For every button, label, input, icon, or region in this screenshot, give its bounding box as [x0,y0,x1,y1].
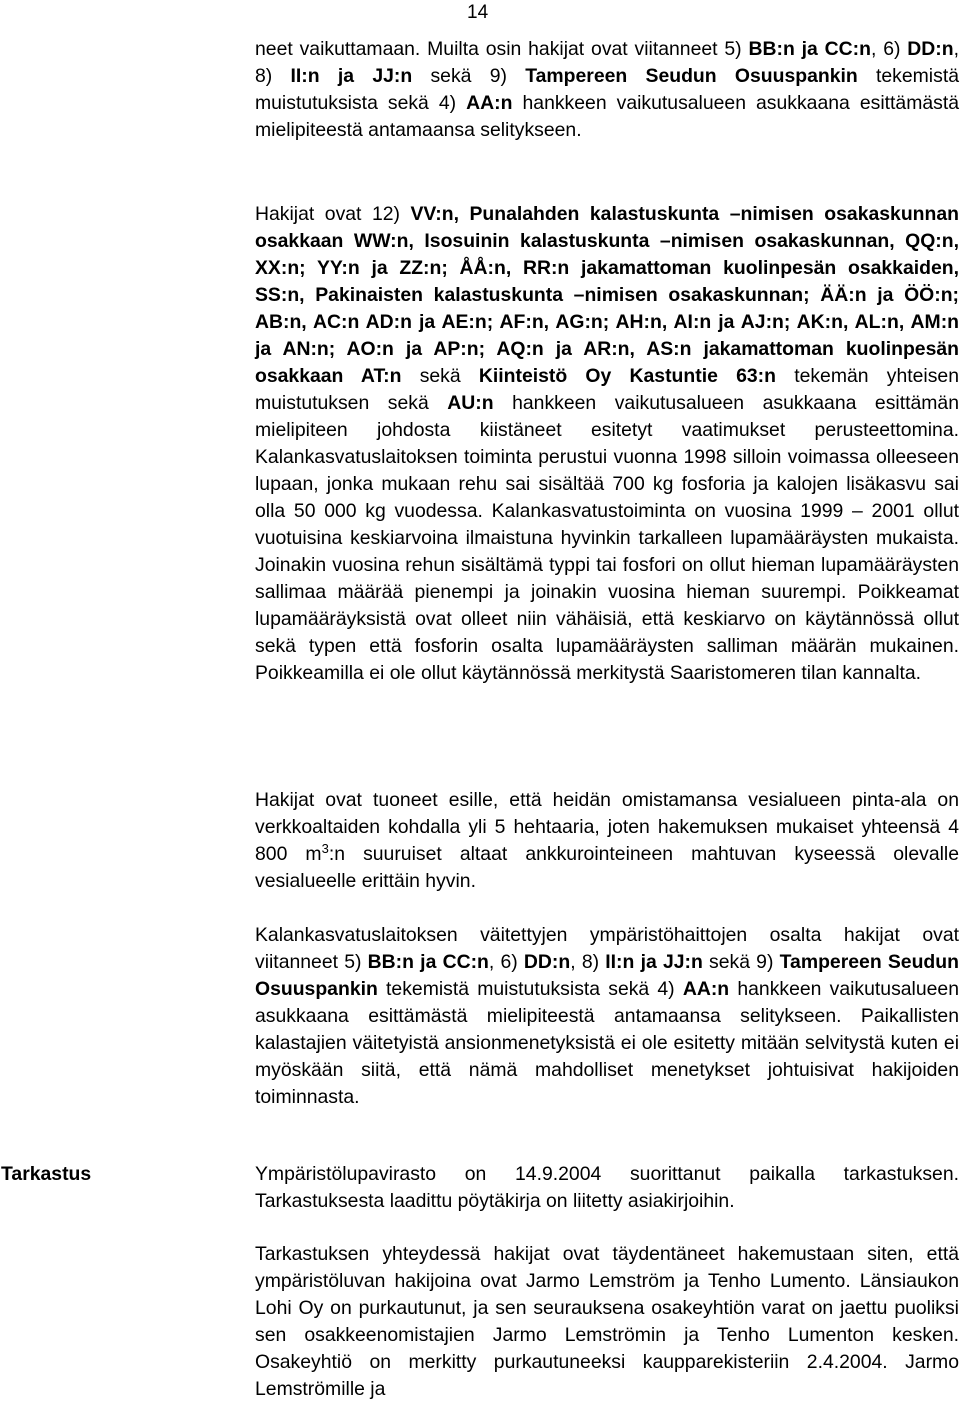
paragraph-2: Hakijat ovat 12) VV:n, Punalahden kalastuskunta –nimisen osakaskunnan osakkaan WW:n, Isosuinin kalastuskunta –nimisen osakaskunnan, QQ:n, XX:n; YY:n ja ZZ:n; ÅÅ:n, RR:n jakamattoman kuolinpesän osakkaiden, SS:n, Pakinaisten kalastuskunta –nimisen osakaskunnan; ÄÄ:n ja ÖÖ:n; AB:n, AC:n AD:n ja AE:n; AF:n, AG:n; AH:n, AI:n ja AJ:n; AK:n, AL:n, AM:n ja AN:n; AO:n ja AP:n; AQ:n ja AR:n, AS:n jakamattoman kuolinpesän osakkaan AT:n sekä Kiinteistö Oy Kastuntie 63:n tekemän yhteisen muistutuksen sekä AU:n hankkeen vaikutusalueen asukkaana esittämän mielipiteen johdosta kiistäneet esitetyt vaatimukset perusteettomina. Kalankasvatuslaitoksen toiminta perustui vuonna 1998 silloin voimassa olleeseen lupaan, jonka mukaan rehu sai sisältää 700 kg fosforia ja kalojen lisäkasvu sai olla 50 000 kg vuodessa. Kalankasvatustoiminta on vuosina 1999 – 2001 ollut vuotuisina keskiarvoina ilmaistuna hyvinkin tarkalleen lupamääräysten mukaista. Joinakin vuosina rehun sisältämä typpi tai fosfori on ollut hieman lupamääräysten sallimaa määrää pienempi ja joinakin vuosina hieman suurempi. Poikkeamat lupamääräyksistä ovat olleet niin vähäisiä, että keskiarvo on käytännössä ollut sekä typen että fosforin osalta lupamääräysten salliman määrän mukainen. Poikkeamilla ei ole ollut käytännössä merkitystä Saaristomeren tilan kannalta. [255,203,960,684]
paragraph-3: Hakijat ovat tuoneet esille, että heidän omistamansa vesialueen pinta-ala on verkkoaltaiden kohdalla yli 5 hehtaaria, joten hakemuksen mukaiset yhteensä 4 800 $m^3:n$ suuruiset altaat ankkurointeineen mahtuvan kyseessä olevalle vesialueelle erittäin hyvin. [255,789,959,892]
page-number: 14 [467,2,489,23]
paragraph-5: Ympäristölupavirasto on 14.9.2004 suorittanut paikalla tarkastuksen. Tarkastuksesta laadittu pöytäkirja on liitetty asiakirjoihin. [255,1163,959,1212]
section-heading-tarkastus: Tarkastus [1,1163,92,1185]
paragraph-4: Kalankasvatuslaitoksen väitettyjen ympäristöhaittojen osalta hakijat ovat viitanneet 5) BB:n ja CC:n, 6) DD:n, 8) II:n ja JJ:n sekä 9) Tampereen Seudun Osuuspankin tekemistä muistutuksista sekä 4) AA:n hankkeen vaikutusalueen asukkaana esittämästä mielipiteestä antamaansa selitykseen. Paikallisten kalastajien väitetyistä ansionmenetyksistä ei ole esitetty mitään selvitystä kuten ei myöskään siitä, että nämä mahdolliset menetykset johtuisivat hakijoiden toiminnasta. [255,924,960,1108]
paragraph-1: neet vaikuttamaan. Muilta osin hakijat ovat viitanneet 5) BB:n ja CC:n, 6) DD:n, 8) II:n ja JJ:n sekä 9) Tampereen Seudun Osuuspankin tekemistä muistutuksista sekä 4) AA:n hankkeen vaikutusalueen asukkaana esittämästä mielipiteestä antamaansa selitykseen. [255,38,959,141]
paragraph-6: Tarkastuksen yhteydessä hakijat ovat täydentäneet hakemustaan siten, että ympäristöluvan hakijoina ovat Jarmo Lemström ja Tenho Lumento. Länsiaukon Lohi Oy on purkautunut, ja sen seurauksena osakeyhtiön varat on jaettu puoliksi sen osakkeenomistajien Jarmo Lemströmin ja Tenho Lumenton kesken. Osakeyhtiö on merkitty purkautuneeksi kaupparekisteriin 2.4.2004. Jarmo Lemströmille ja [255,1243,959,1400]
